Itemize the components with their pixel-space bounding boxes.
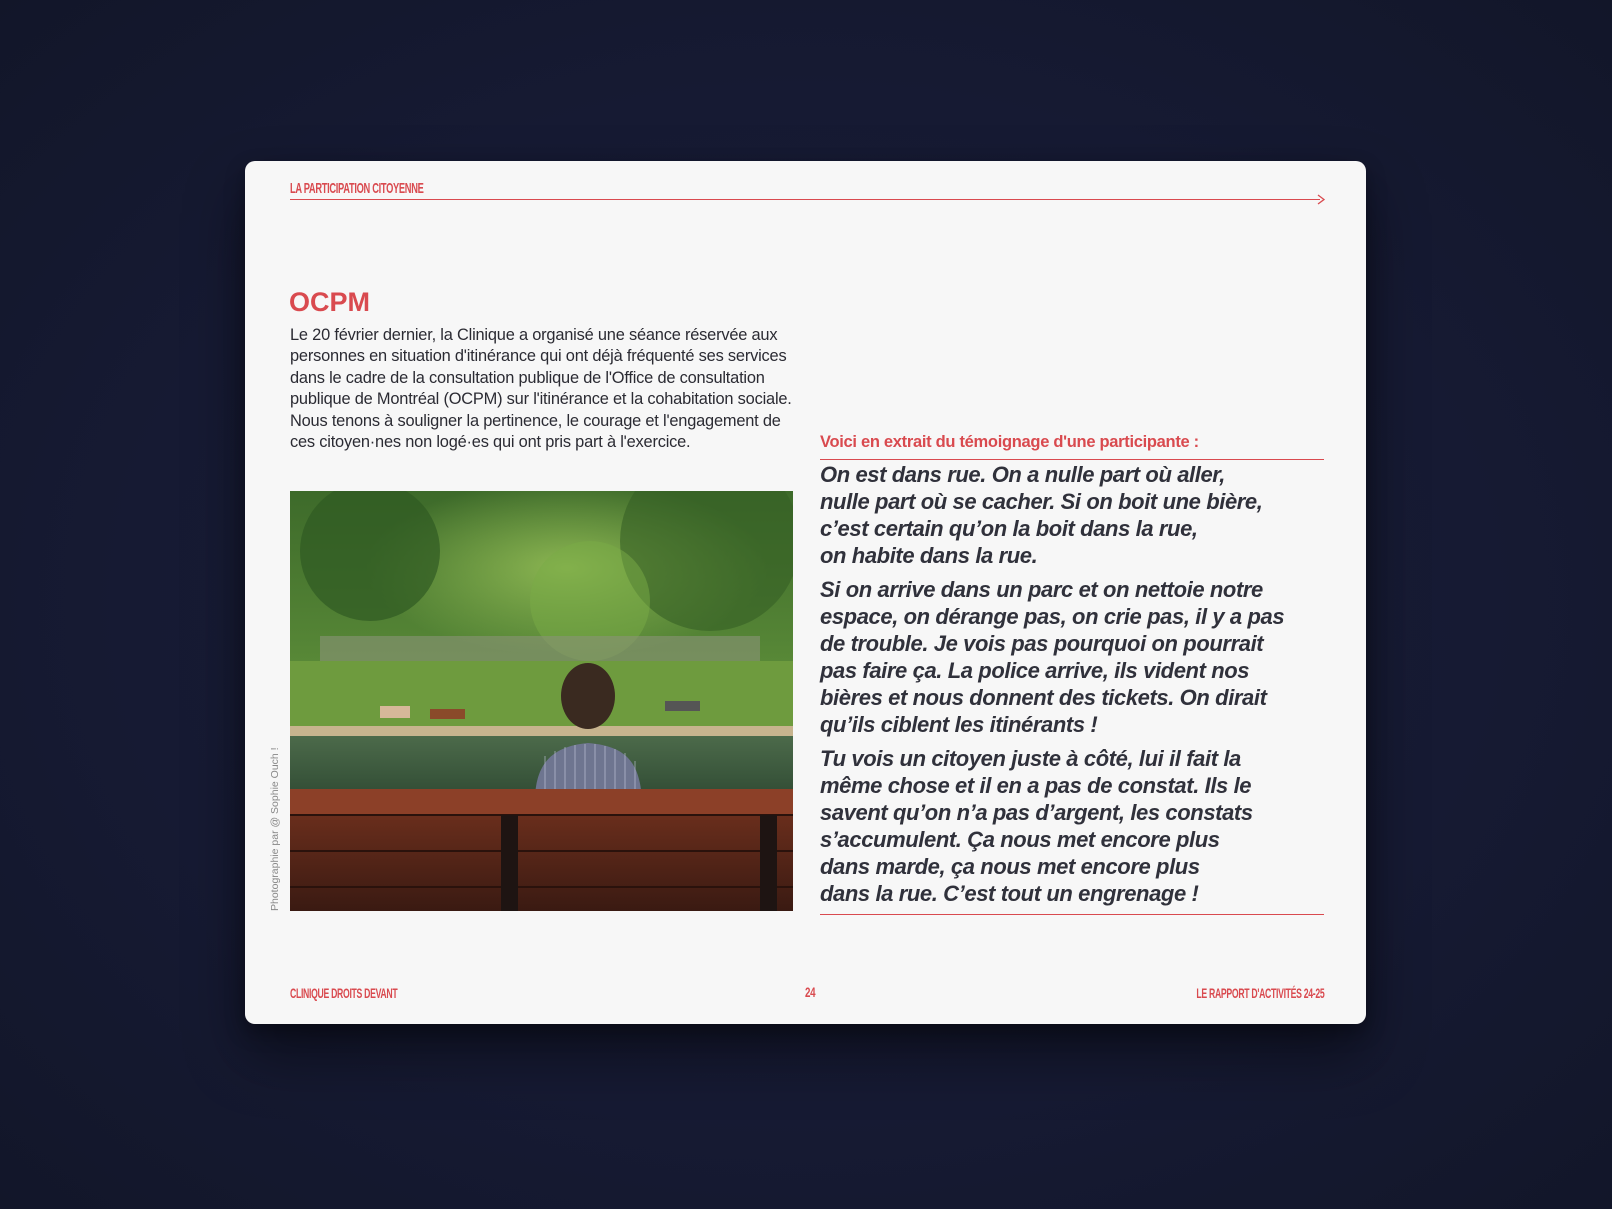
quote-line: même chose et il en a pas de constat. Ils le [820,773,1252,798]
park-bench-photo [290,491,793,911]
quote-line: dans la rue. C’est tout un engrenage ! [820,881,1199,906]
testimony-quote [820,461,1330,914]
quote-paragraph [820,461,1330,569]
quote-paragraph [820,745,1330,907]
quote-line: espace, on dérange pas, on crie pas, il y a pas [820,604,1285,629]
quote-rule-top [820,459,1324,460]
section-label: LA PARTICIPATION CITOYENNE [290,180,424,197]
testimony-intro: Voici en extrait du témoignage d'une participante : [820,433,1199,451]
quote-line: de trouble. Je vois pas pourquoi on pourrait [820,631,1264,656]
quote-line: c’est certain qu’on la boit dans la rue, [820,516,1198,541]
footer-organization: CLINIQUE DROITS DEVANT [290,985,398,1001]
quote-line: nulle part où se cacher. Si on boit une bière, [820,489,1263,514]
article-title: OCPM [289,287,370,317]
quote-line: dans marde, ça nous met encore plus [820,854,1200,879]
quote-line: Tu vois un citoyen juste à côté, lui il fait la [820,746,1241,771]
photo-credit: Photographie par @ Sophie Ouch ! [269,747,281,911]
page-number: 24 [805,984,816,1000]
header-rule [290,199,1320,200]
quote-line: Si on arrive dans un parc et on nettoie notre [820,577,1263,602]
quote-line: pas faire ça. La police arrive, ils vident nos [820,658,1250,683]
footer-report-title: LE RAPPORT D'ACTIVITÉS 24-25 [1196,985,1324,1001]
quote-paragraph [820,576,1330,738]
quote-rule-bottom [820,914,1324,915]
document-page [245,161,1366,1024]
quote-line: On est dans rue. On a nulle part où aller, [820,462,1225,487]
quote-line: s’accumulent. Ça nous met encore plus [820,827,1220,852]
quote-line: savent qu’on n’a pas d’argent, les constats [820,800,1253,825]
quote-line: qu’ils ciblent les itinérants ! [820,712,1098,737]
quote-line: on habite dans la rue. [820,543,1038,568]
quote-line: bières et nous donnent des tickets. On dirait [820,685,1267,710]
article-body: Le 20 février dernier, la Clinique a organisé une séance réservée aux personnes en situation d'itinérance qui ont déjà fréquenté ses services dans le cadre de la consultation publique de l'Office de consultation publique de Montréal (OCPM) sur l'itinérance et la cohabitation sociale. Nous tenons à souligner la pertinence, le courage et l'engagement de ces citoyen·nes non logé·es qui ont pris part à l'exercice. [290,326,792,452]
arrow-right-icon [1314,194,1325,205]
